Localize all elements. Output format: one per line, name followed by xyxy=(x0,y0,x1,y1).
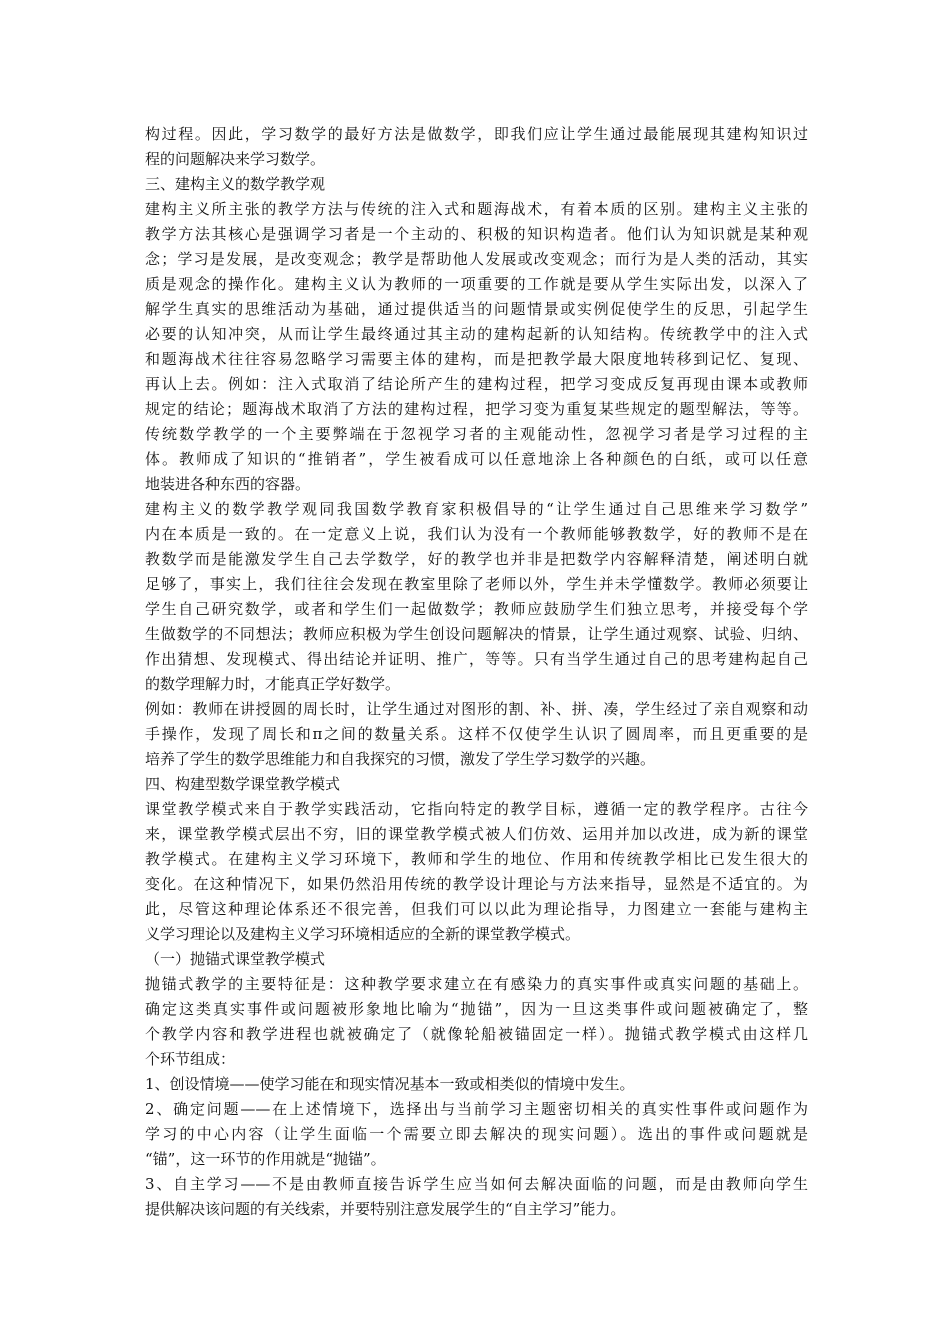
text-line: 3、自主学习——不是由教师直接告诉学生应当如何去解决面临的问题，而是由教师向学生 xyxy=(145,1175,808,1193)
text-line: 变化。在这种情况下，如果仍然沿用传统的教学设计理论与方法来指导，显然是不适宜的。为 xyxy=(145,875,808,893)
text-line: 作出猜想、发现模式、得出结论并证明、推广，等等。只有当学生通过自己的思考建构起自己 xyxy=(145,650,808,668)
text-line: 提供解决该问题的有关线索，并要特别注意发展学生的“自主学习”能力。 xyxy=(145,1200,626,1218)
text-line: 必要的认知冲突，从而让学生最终通过其主动的建构起新的认知结构。传统教学中的注入式 xyxy=(145,325,808,343)
text-line: 足够了，事实上，我们往往会发现在教室里除了老师以外，学生并未学懂数学。教师必须要让 xyxy=(145,575,808,593)
text-line: 义学习理论以及建构主义学习环境相适应的全新的课堂教学模式。 xyxy=(145,925,581,943)
text-line: 规定的结论；题海战术取消了方法的建构过程，把学习变为重复某些规定的题型解法，等等。 xyxy=(145,400,808,418)
text-line: 程的问题解决来学习数学。 xyxy=(145,150,326,168)
text-line: “锚”，这一环节的作用就是“抛锚”。 xyxy=(145,1150,386,1168)
text-line: 体。教师成了知识的“推销者”，学生被看成可以任意地涂上各种颜色的白纸，或可以任意 xyxy=(145,450,808,468)
text-line: 构过程。因此，学习数学的最好方法是做数学，即我们应让学生通过最能展现其建构知识过 xyxy=(145,125,808,143)
text-line: 课堂教学模式来自于教学实践活动，它指向特定的教学目标，遵循一定的教学程序。古往今 xyxy=(145,800,808,818)
text-line: 个环节组成： xyxy=(145,1050,236,1068)
text-line: 念；学习是发展，是改变观念；教学是帮助他人发展或改变观念；而行为是人类的活动，其实 xyxy=(145,250,808,268)
document-page xyxy=(145,122,808,1222)
text-line: 培养了学生的数学思维能力和自我探究的习惯，激发了学生学习数学的兴趣。 xyxy=(145,750,656,768)
text-line: 教学模式。在建构主义学习环境下，教师和学生的地位、作用和传统教学相比已发生很大的 xyxy=(145,850,808,868)
text-line: 此，尽管这种理论体系还不很完善，但我们可以以此为理论指导，力图建立一套能与建构主 xyxy=(145,900,808,918)
text-line: 地装进各种东西的容器。 xyxy=(145,475,311,493)
text-line: 再认上去。例如：注入式取消了结论所产生的建构过程，把学习变成反复再现由课本或教师 xyxy=(145,375,808,393)
text-line: 建构主义的数学教学观同我国数学教育家积极倡导的“让学生通过自己思维来学习数学” xyxy=(145,500,808,518)
text-line: 来，课堂教学模式层出不穷，旧的课堂教学模式被人们仿效、运用并加以改进，成为新的课堂 xyxy=(145,825,808,843)
text-line: 内在本质是一致的。在一定意义上说，我们认为没有一个教师能够教数学，好的教师不是在 xyxy=(145,525,808,543)
text-line: 学习的中心内容（让学生面临一个需要立即去解决的现实问题）。选出的事件或问题就是 xyxy=(145,1125,808,1143)
text-line: 生做数学的不同想法；教师应积极为学生创设问题解决的情景，让学生通过观察、试验、归纳、 xyxy=(145,625,808,643)
text-line: 个教学内容和教学进程也就被确定了（就像轮船被锚固定一样）。抛锚式教学模式由这样几 xyxy=(145,1025,808,1043)
text-line: 四、构建型数学课堂教学模式 xyxy=(145,775,341,793)
text-line: 和题海战术往往容易忽略学习需要主体的建构，而是把教学最大限度地转移到记忆、复现、 xyxy=(145,350,808,368)
text-line: 2、确定问题——在上述情境下，选择出与当前学习主题密切相关的真实性事件或问题作为 xyxy=(145,1100,808,1118)
document-body xyxy=(145,122,808,1222)
text-line: 例如：教师在讲授圆的周长时，让学生通过对图形的割、补、拼、凑，学生经过了亲自观察和动 xyxy=(145,700,808,718)
text-line: 手操作，发现了周长和π之间的数量关系。这样不仅使学生认识了圆周率，而且更重要的是 xyxy=(145,725,808,743)
text-line: 三、建构主义的数学教学观 xyxy=(145,175,326,193)
text-line: 教数学而是能激发学生自己去学数学，好的教学也并非是把数学内容解释清楚，阐述明白就 xyxy=(145,550,808,568)
text-line: 建构主义所主张的教学方法与传统的注入式和题海战术，有着本质的区别。建构主义主张的 xyxy=(145,200,808,218)
text-line: 传统数学教学的一个主要弊端在于忽视学习者的主观能动性，忽视学习者是学习过程的主 xyxy=(145,425,808,443)
text-line: 解学生真实的思维活动为基础，通过提供适当的问题情景或实例促使学生的反思，引起学生 xyxy=(145,300,808,318)
text-line: 学生自己研究数学，或者和学生们一起做数学；教师应鼓励学生们独立思考，并接受每个学 xyxy=(145,600,808,618)
text-line: 教学方法其核心是强调学习者是一个主动的、积极的知识构造者。他们认为知识就是某种观 xyxy=(145,225,808,243)
text-line: 确定这类真实事件或问题被形象地比喻为“抛锚”，因为一旦这类事件或问题被确定了，整 xyxy=(145,1000,808,1018)
text-line: （一）抛锚式课堂教学模式 xyxy=(145,950,326,968)
text-line: 质是观念的操作化。建构主义认为教师的一项重要的工作就是要从学生实际出发，以深入了 xyxy=(145,275,808,293)
text-line: 1、创设情境——使学习能在和现实情况基本一致或相类似的情境中发生。 xyxy=(145,1075,635,1093)
text-line: 抛锚式教学的主要特征是：这种教学要求建立在有感染力的真实事件或真实问题的基础上。 xyxy=(145,975,808,993)
text-line: 的数学理解力时，才能真正学好数学。 xyxy=(145,675,401,693)
